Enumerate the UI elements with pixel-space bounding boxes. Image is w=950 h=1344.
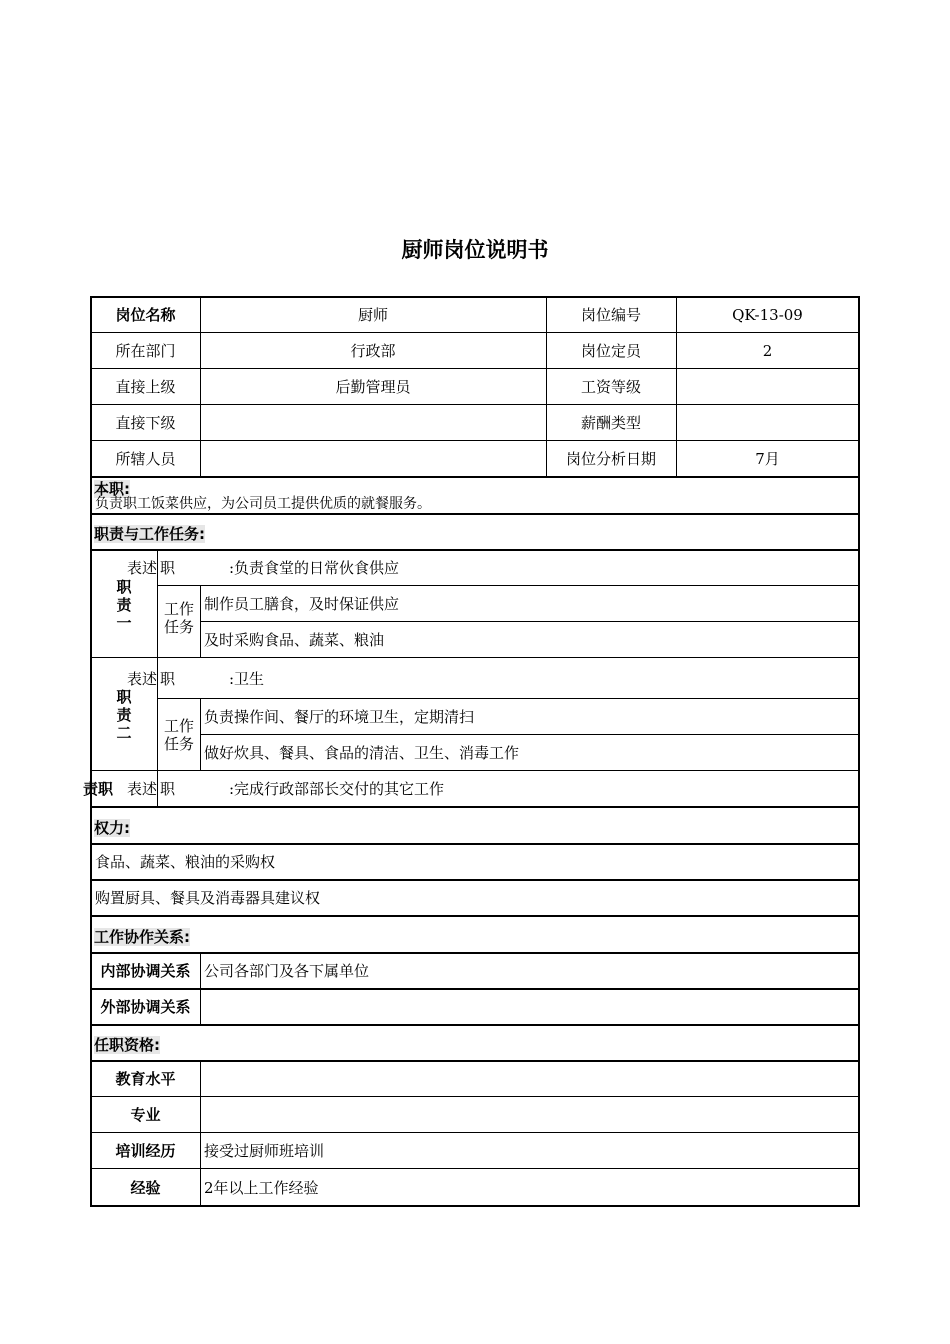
value-direct-subordinate (200, 405, 546, 440)
divider (91, 915, 859, 917)
duty-two-description: :卫生 (229, 669, 265, 688)
label-direct-subordinate: 直接下级 (115, 414, 176, 432)
duty-two-task-1: 负责操作间、餐厅的环境卫生，定期清扫 (204, 708, 475, 726)
authority-item-2: 购置厨具、餐具及消毒器具建议权 (95, 889, 321, 907)
relations-heading: 工作协作关系: (94, 928, 190, 946)
label-staff-under: 所辖人员 (115, 450, 176, 468)
value-position-code: QK-13-09 (732, 305, 803, 324)
duty-two-task-label: 工作任务 (163, 717, 194, 753)
duty-one-label: 职责一 (116, 578, 132, 632)
label-analysis-date: 岗位分析日期 (565, 450, 656, 468)
duty-one-desc-label-suffix: 职 (160, 559, 176, 577)
label-pay-type: 薪酬类型 (580, 414, 641, 432)
document-title: 厨师岗位说明书 (401, 238, 549, 262)
duty-three-description: :完成行政部部长交付的其它工作 (229, 780, 445, 798)
label-department: 所在部门 (115, 342, 176, 360)
duty-one-desc-label: 表述 (127, 559, 158, 577)
value-department: 行政部 (350, 342, 396, 360)
duty-two-label: 职责二 (116, 688, 132, 742)
authority-heading: 权力: (94, 819, 130, 837)
duty-two-desc-label: 表述 (127, 669, 158, 688)
value-analysis-date: 7月 (755, 450, 780, 468)
value-staff-under (200, 441, 546, 476)
label-headcount: 岗位定员 (580, 342, 641, 360)
training-value: 接受过厨师班培训 (204, 1142, 325, 1160)
divider (91, 806, 859, 808)
label-direct-superior: 直接上级 (115, 378, 176, 396)
training-label: 培训经历 (115, 1142, 176, 1160)
duty-two-desc-label-suffix: 职 (160, 669, 176, 688)
authority-item-1: 食品、蔬菜、粮油的采购权 (95, 853, 276, 871)
duty-two-task-2: 做好炊具、餐具、食品的清洁、卫生、消毒工作 (204, 744, 520, 762)
duty-three-label: 责职 (83, 780, 114, 798)
divider (91, 513, 859, 515)
duty-three-desc-label-suffix: 职 (160, 780, 176, 798)
value-position-name: 厨师 (357, 306, 388, 324)
main-duty-heading: 本职: (94, 480, 130, 498)
value-salary-grade (676, 369, 859, 404)
duty-one-task-label: 工作任务 (163, 600, 194, 636)
external-coordination-label: 外部协调关系 (100, 998, 191, 1016)
divider (91, 1024, 859, 1026)
divider (91, 476, 859, 478)
label-position-name: 岗位名称 (115, 306, 176, 324)
label-salary-grade: 工资等级 (580, 378, 641, 396)
value-direct-superior: 后勤管理员 (335, 378, 411, 396)
value-pay-type (676, 405, 859, 440)
major-label: 专业 (130, 1106, 161, 1124)
duties-heading: 职责与工作任务: (94, 525, 205, 543)
value-headcount: 2 (762, 341, 773, 360)
internal-coordination-value: 公司各部门及各下属单位 (204, 962, 370, 980)
external-coordination-value (200, 989, 859, 1024)
major-value (200, 1097, 859, 1132)
education-value (200, 1061, 859, 1096)
duty-one-task-1: 制作员工膳食，及时保证供应 (204, 595, 400, 613)
duty-one-description: :负责食堂的日常伙食供应 (229, 559, 400, 577)
education-label: 教育水平 (115, 1070, 176, 1088)
main-duty-text: 负责职工饭菜供应，为公司员工提供优质的就餐服务。 (95, 496, 431, 512)
duty-three-desc-label: 表述 (127, 780, 158, 798)
internal-coordination-label: 内部协调关系 (100, 962, 191, 980)
qualifications-heading: 任职资格: (94, 1036, 160, 1054)
experience-label: 经验 (130, 1178, 161, 1197)
experience-value: 2年以上工作经验 (204, 1178, 319, 1197)
label-position-code: 岗位编号 (580, 306, 641, 324)
duty-one-task-2: 及时采购食品、蔬菜、粮油 (204, 631, 385, 649)
